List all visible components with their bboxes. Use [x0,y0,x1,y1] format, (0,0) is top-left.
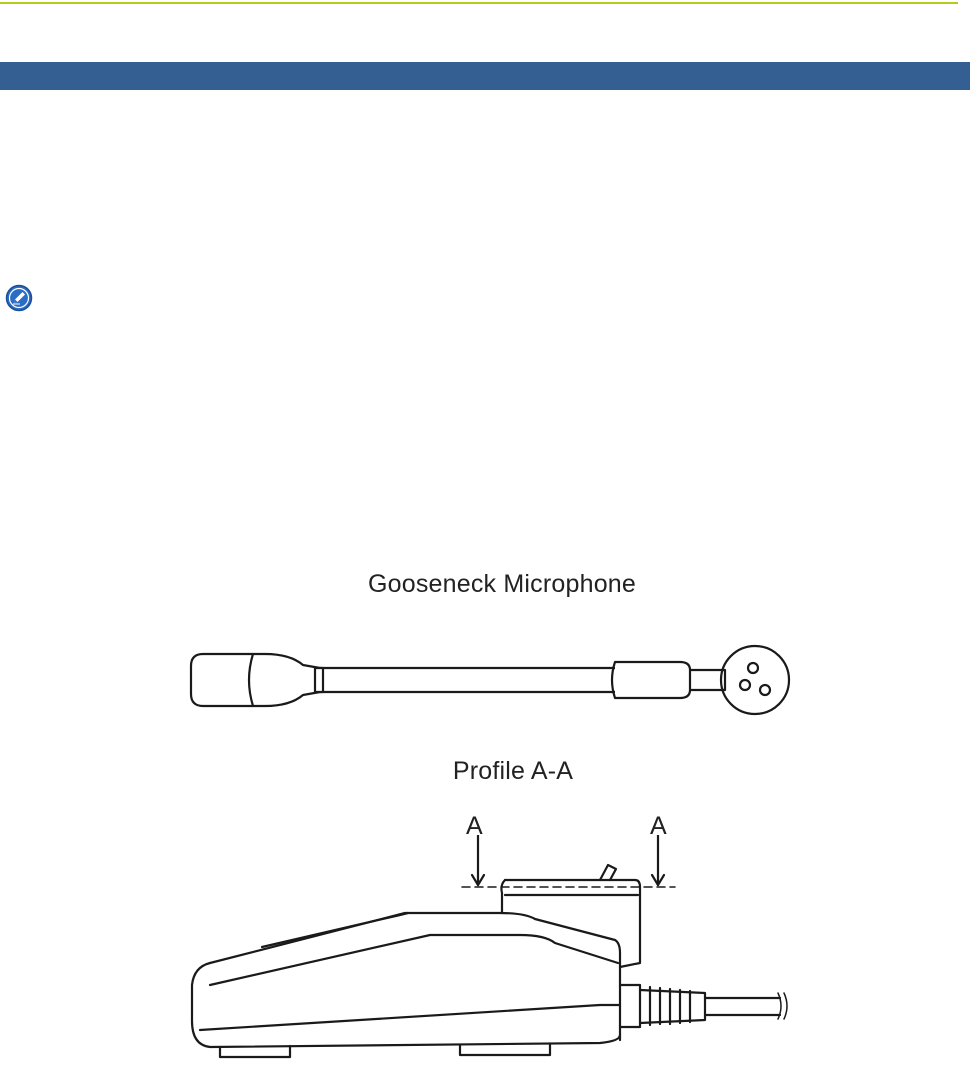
microphone-base-drawing [180,835,800,1066]
section-header-bar [0,62,970,90]
section-marker-left: A [466,812,483,840]
gooseneck-microphone-drawing [185,640,810,720]
figure-title: Gooseneck Microphone [367,570,637,598]
section-marker-right: A [650,812,667,840]
profile-label: Profile A-A [452,757,574,785]
header-rule [0,2,958,4]
note-pencil-icon [5,284,33,312]
